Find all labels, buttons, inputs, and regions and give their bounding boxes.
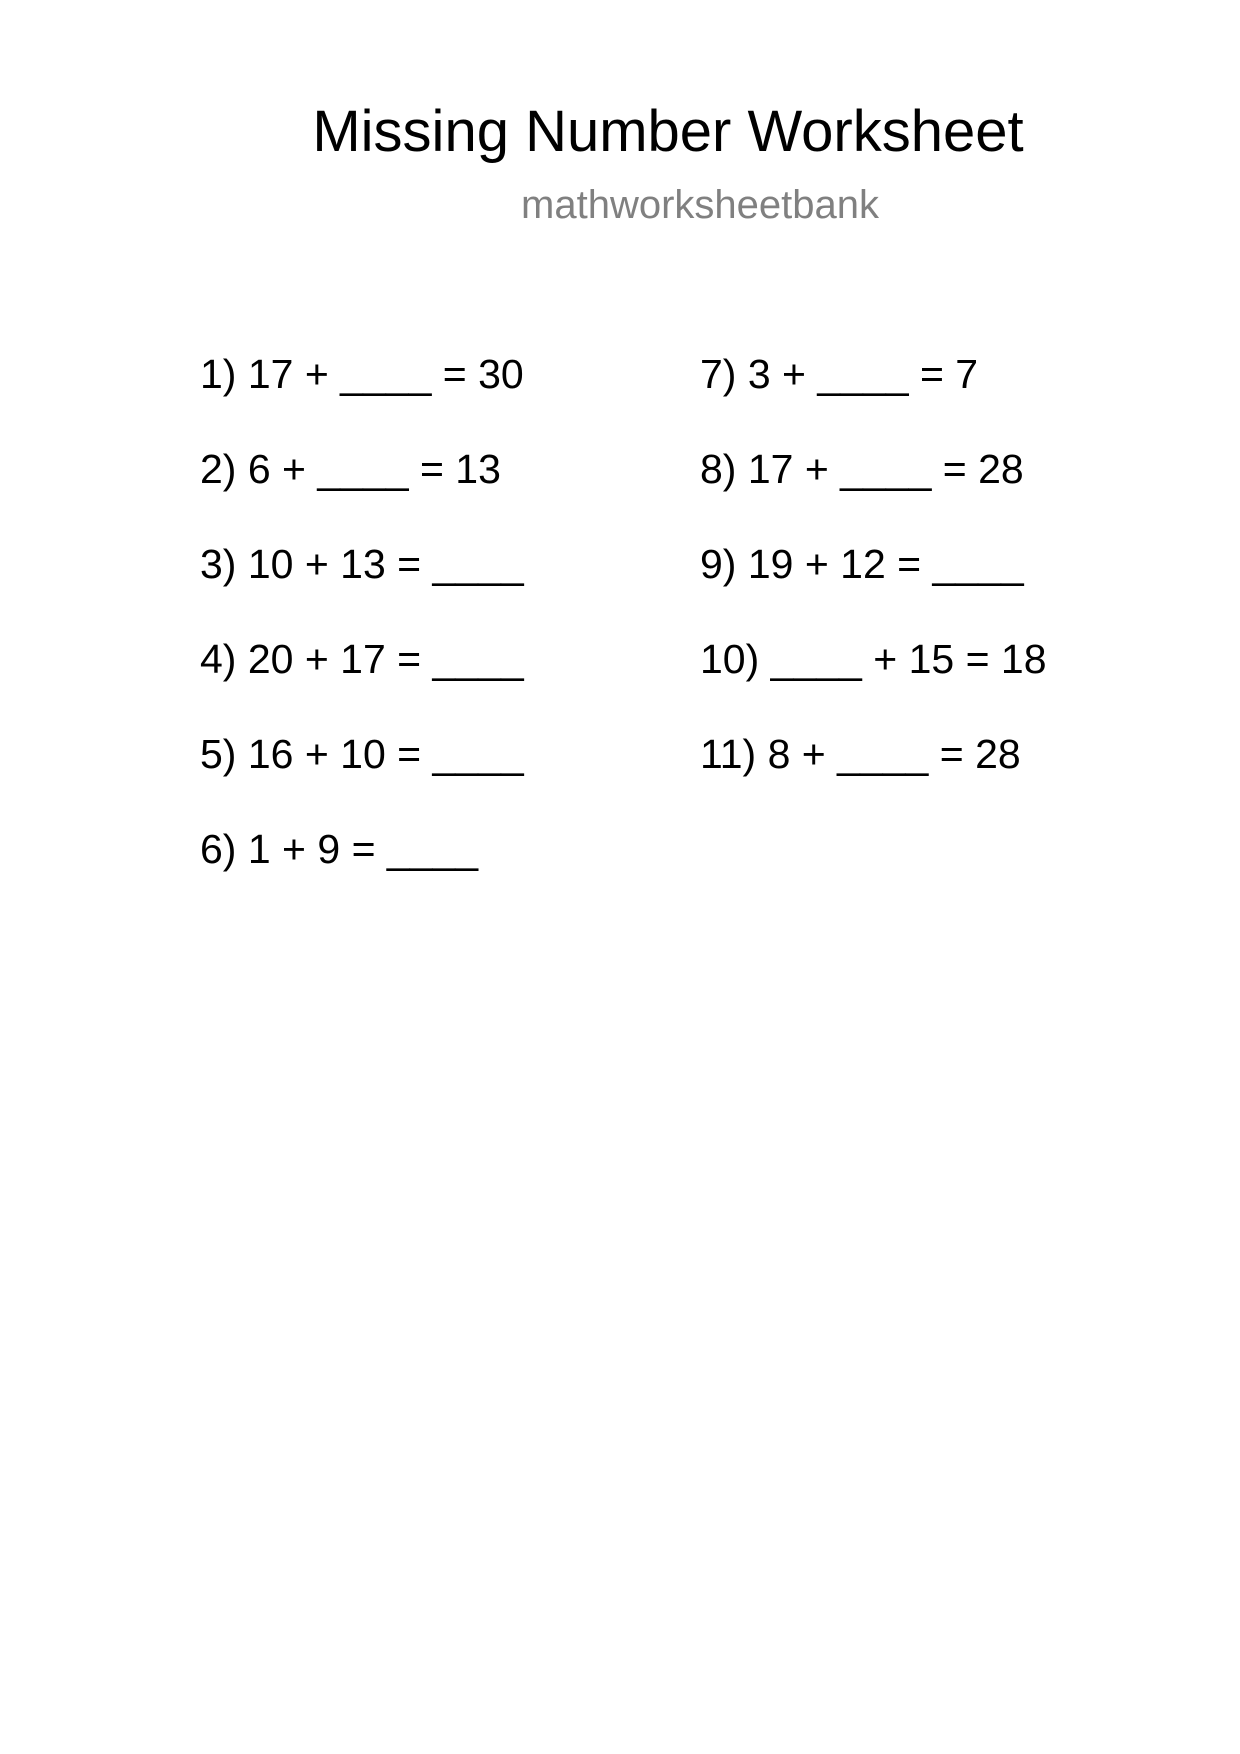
problem-2: 2) 6 + ____ = 13 [200,446,501,492]
problem-9: 9) 19 + 12 = ____ [700,541,1024,587]
problem-6: 6) 1 + 9 = ____ [200,826,479,872]
problem-3: 3) 10 + 13 = ____ [200,541,524,587]
problem-1: 1) 17 + ____ = 30 [200,351,524,397]
worksheet-title: Missing Number Worksheet [312,99,1024,164]
problem-7: 7) 3 + ____ = 7 [700,351,979,397]
worksheet-subtitle: mathworksheetbank [521,183,879,227]
problem-5: 5) 16 + 10 = ____ [200,731,524,777]
problem-11: 11) 8 + ____ = 28 [700,731,1021,777]
problem-10: 10) ____ + 15 = 18 [700,636,1047,682]
problem-8: 8) 17 + ____ = 28 [700,446,1024,492]
problem-4: 4) 20 + 17 = ____ [200,636,524,682]
